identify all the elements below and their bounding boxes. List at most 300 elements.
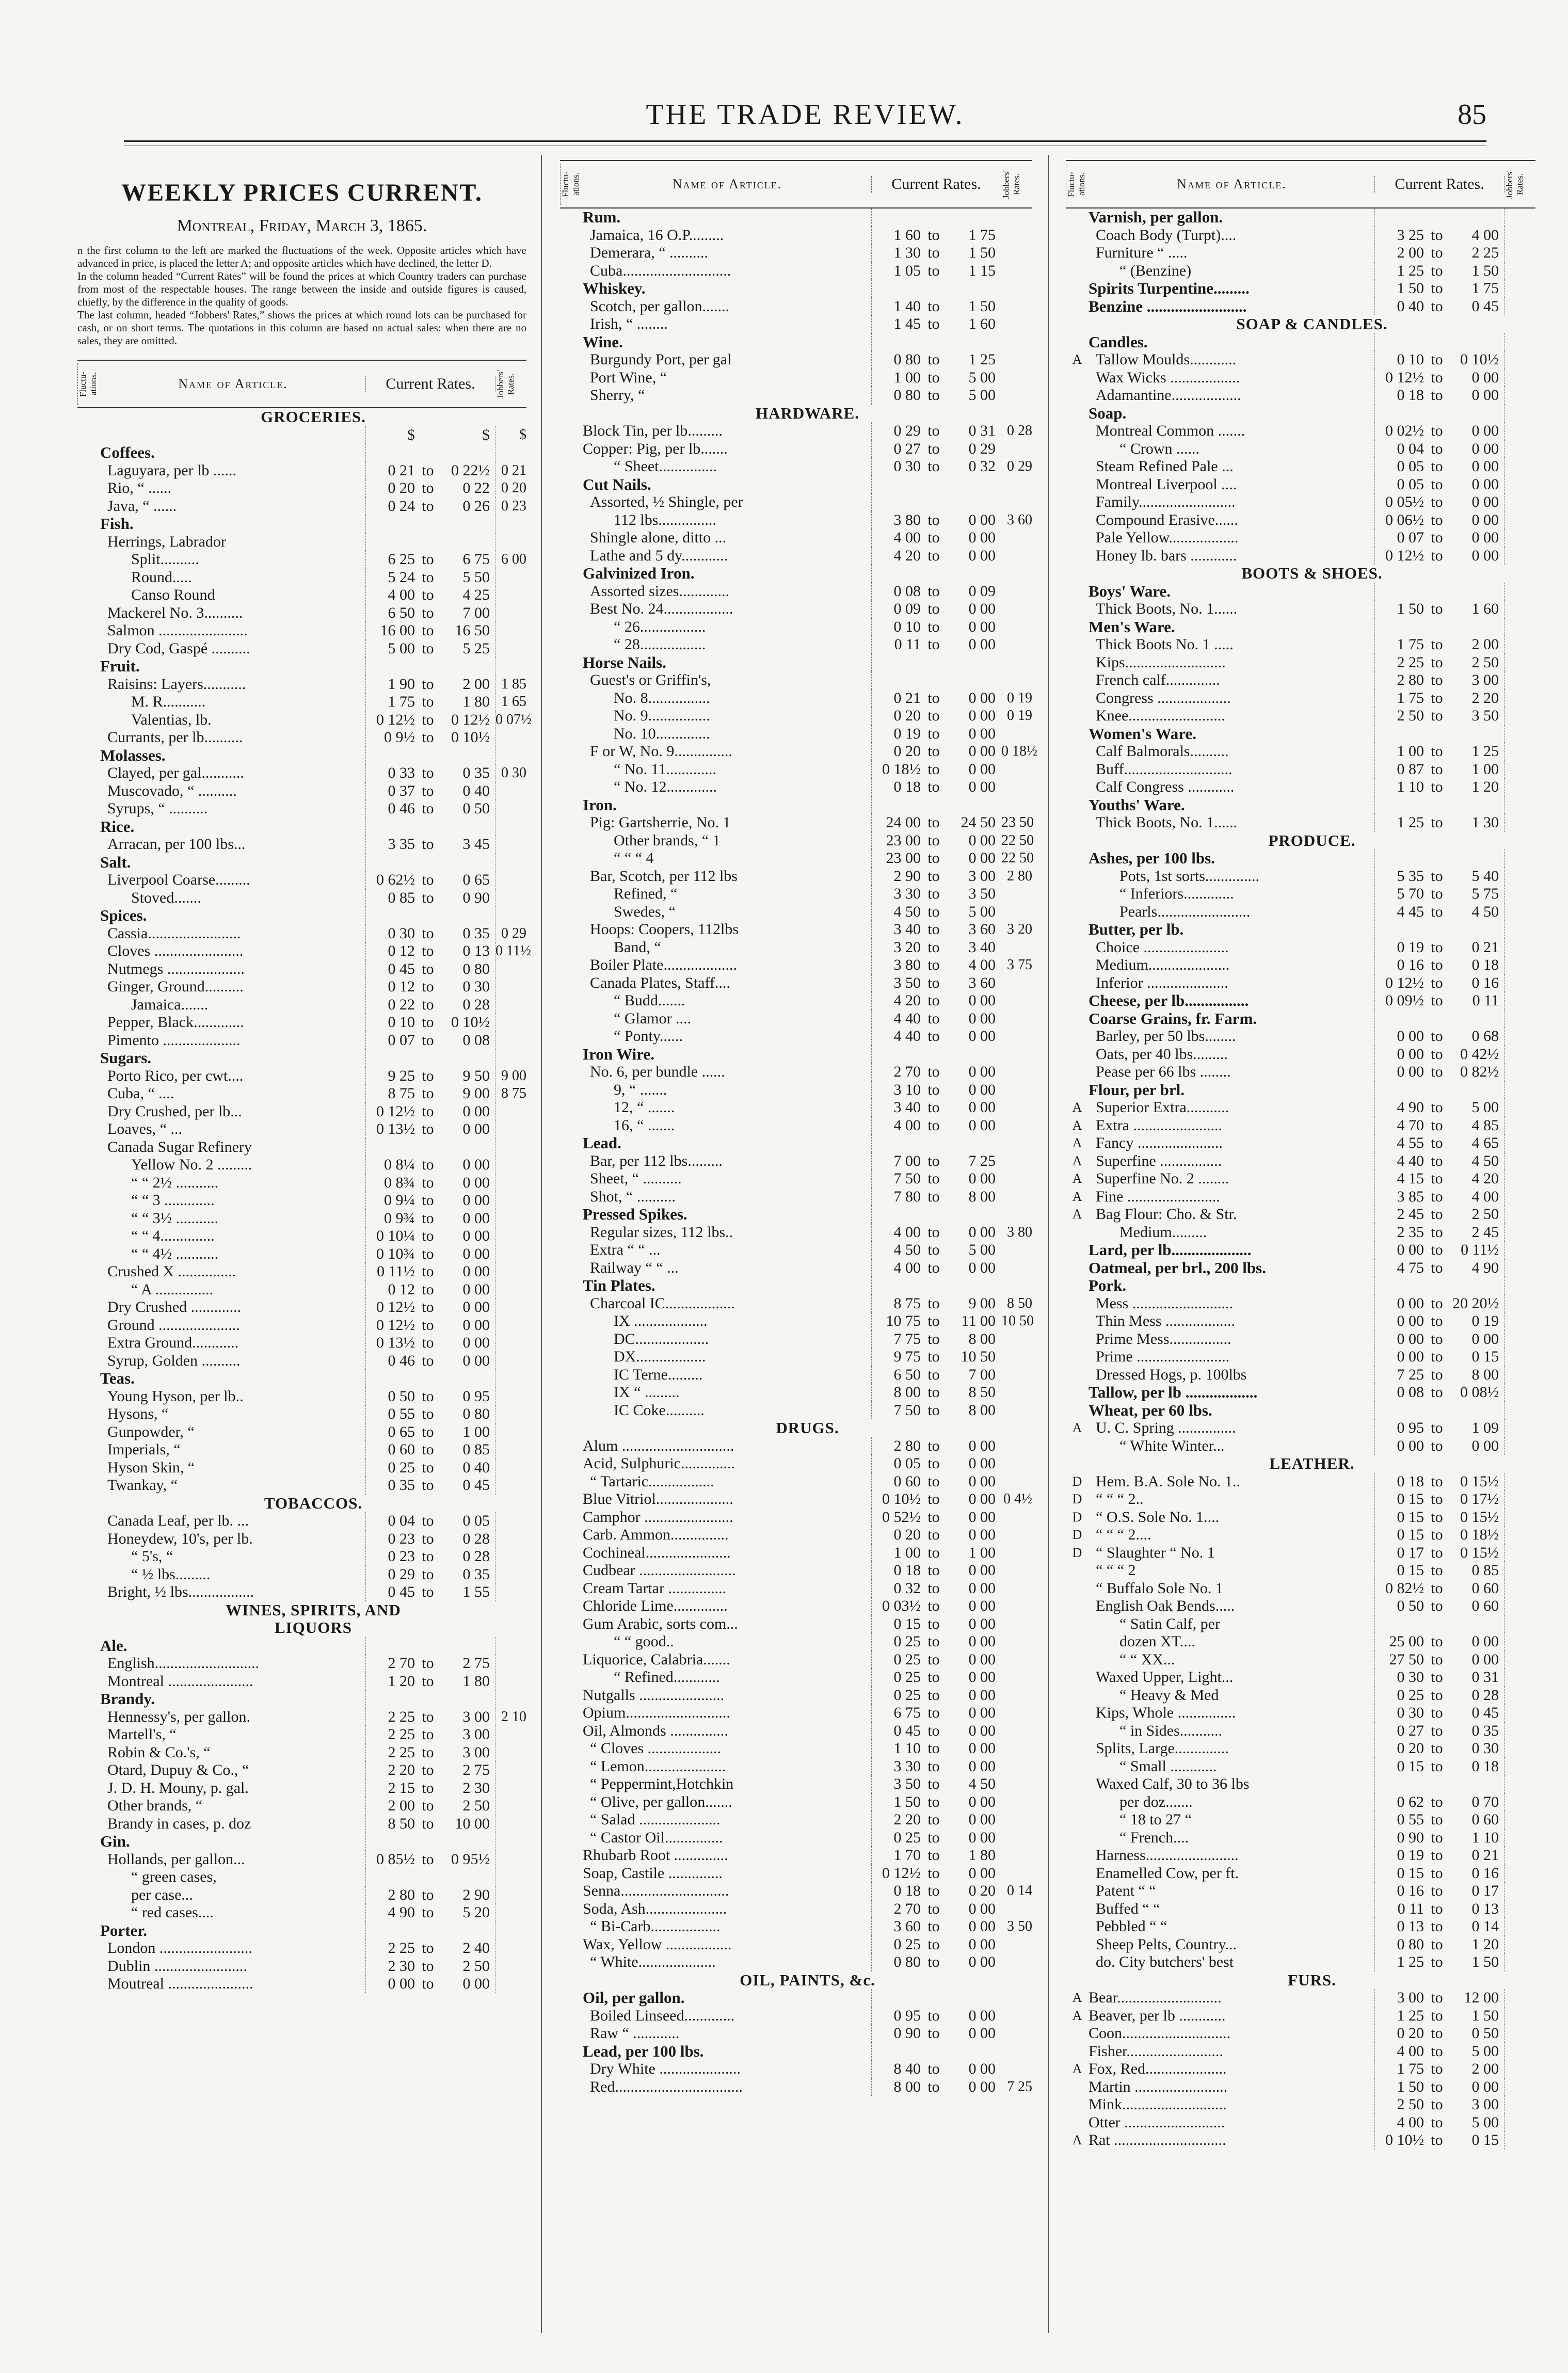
rate-low: 0 19: [1397, 938, 1424, 956]
rate-low: 0 9¾: [384, 1209, 415, 1227]
rate-low: 2 25: [388, 1708, 415, 1725]
jobbers-rate: [1505, 1509, 1535, 1527]
fluctuation-mark: [560, 1152, 583, 1171]
rate-low: 0 30: [1397, 1669, 1424, 1686]
rate-low: 5 24: [388, 568, 415, 586]
jobbers-rate: [1001, 583, 1032, 601]
jobbers-rate: [1505, 1669, 1535, 1687]
jobbers-rate: [1001, 1526, 1032, 1544]
rate-low: 0 11: [1397, 1900, 1424, 1917]
article-name: Sugars.: [100, 1049, 152, 1067]
rate-low: 4 00: [893, 1259, 921, 1276]
rate-low: 0 13½: [376, 1334, 415, 1351]
rate-to: to: [422, 639, 434, 657]
article-name: Fancy ......................: [1096, 1134, 1223, 1151]
current-rates: [1374, 262, 1505, 280]
current-rates: [871, 1509, 1001, 1527]
current-rates: [871, 298, 1001, 316]
article-name: No. 6, per bundle ......: [590, 1063, 725, 1080]
fluctuation-mark: [1066, 1918, 1089, 1936]
rate-low: 4 40: [893, 1028, 921, 1045]
article-name: Family.........................: [1096, 493, 1236, 510]
rate-to: to: [927, 1009, 940, 1027]
price-row: [77, 533, 526, 551]
price-row: [1066, 1348, 1535, 1366]
current-rates: [871, 992, 1001, 1010]
jobbers-rate: [1001, 1366, 1032, 1384]
rate-high: 5 75: [1471, 885, 1499, 902]
rate-to: to: [927, 1811, 940, 1828]
current-rates: [365, 1370, 495, 1388]
category-row: [560, 654, 1032, 672]
rate-to: to: [422, 1957, 434, 1975]
fluctuation-mark: [77, 800, 100, 818]
price-row: [560, 298, 1032, 316]
price-row: [77, 1067, 526, 1085]
jobbers-rate: 0 19: [1007, 690, 1032, 706]
rate-to: to: [1431, 475, 1443, 493]
jobbers-rate: [1505, 1580, 1535, 1598]
rate-low: 0 18½: [882, 760, 921, 778]
jobbers-rate: 0 23: [501, 498, 526, 514]
price-row: [77, 800, 526, 818]
rate-to: to: [1431, 547, 1443, 564]
rate-high: [1450, 849, 1499, 868]
current-rates: [871, 422, 1001, 440]
category-row: [77, 1922, 526, 1940]
price-row: [560, 1437, 1032, 1455]
fluctuation-mark: [560, 476, 583, 494]
category-row: [1066, 209, 1535, 227]
jobbers-rate: [495, 1032, 526, 1050]
rate-high: 1 55: [462, 1583, 490, 1600]
rate-to: to: [1431, 636, 1443, 653]
price-row: [1066, 1597, 1535, 1615]
rate-high: [441, 515, 490, 533]
rate-high: [441, 1868, 490, 1886]
rate-high: 1 00: [968, 1544, 996, 1561]
current-rates: [365, 1673, 495, 1691]
jobbers-rate: [1001, 333, 1032, 351]
article-name: Jamaica, 16 O.P.........: [590, 226, 724, 244]
fluctuation-mark: D: [1072, 1473, 1082, 1489]
price-row: [560, 1793, 1032, 1811]
fluctuation-mark: [1066, 422, 1089, 440]
article-name: Spices.: [100, 907, 147, 924]
jobbers-rate: [1505, 493, 1535, 511]
rate-low: 3 60: [893, 1918, 921, 1935]
rate-to: to: [422, 1387, 434, 1405]
rate-low: 1 40: [893, 297, 921, 315]
article-name: Wheat, per 60 lbs.: [1089, 1401, 1212, 1419]
rate-to: to: [927, 351, 940, 368]
rate-low: 0 18: [893, 778, 921, 795]
rate-low: 1 50: [1397, 280, 1424, 297]
rate-high: 0 32: [968, 458, 996, 475]
rate-low: 1 05: [893, 262, 921, 279]
rate-low: 0 25: [893, 1829, 921, 1846]
jobbers-rate: 22 50: [1001, 850, 1034, 866]
fluctuation-mark: [560, 1597, 583, 1615]
price-row: [560, 921, 1032, 939]
rate-low: 0 08: [893, 582, 921, 600]
current-rates: [871, 849, 1001, 868]
current-rates: [871, 974, 1001, 992]
rate-high: [1450, 1775, 1499, 1793]
price-row: [77, 1530, 526, 1548]
category-row: [1066, 796, 1535, 814]
fluctuation-mark: [1066, 796, 1089, 814]
rate-high: 0 16: [1471, 974, 1499, 991]
rate-low: 0 18: [893, 1882, 921, 1899]
price-row: [77, 782, 526, 800]
article-name: Kips..........................: [1096, 653, 1226, 671]
price-row: [77, 1192, 526, 1210]
jobbers-rate: [1505, 1330, 1535, 1349]
rate-high: 2 30: [462, 1779, 490, 1797]
price-row: [1066, 1063, 1535, 1081]
rate-high: 0 00: [1471, 458, 1499, 475]
current-rates: [365, 1388, 495, 1406]
rate-high: 0 00: [968, 618, 996, 635]
rate-low: 0 8¼: [384, 1156, 415, 1173]
article-name: Montreal Liverpool ....: [1096, 475, 1237, 493]
jobbers-rate: 8 75: [501, 1085, 526, 1101]
rate-high: 0 85: [462, 1441, 490, 1458]
fluctuation-mark: [77, 889, 100, 907]
article-name: Martell's, “: [107, 1726, 177, 1743]
rate-low: 1 60: [893, 226, 921, 244]
price-row: [77, 1174, 526, 1192]
rate-to: to: [422, 729, 434, 746]
jobbers-rate: [1505, 636, 1535, 654]
rate-to: to: [927, 1615, 940, 1632]
rate-high: 1 25: [968, 351, 996, 368]
rate-to: to: [1431, 1152, 1443, 1169]
fluctuation-mark: [560, 1224, 583, 1242]
article-name: per case...: [131, 1886, 193, 1903]
rate-low: 4 90: [388, 1904, 415, 1921]
rate-low: 0 10¾: [376, 1245, 415, 1262]
fluctuation-mark: [1066, 583, 1089, 601]
rate-low: 0 12½: [376, 1298, 415, 1316]
article-name: Senna............................: [583, 1882, 729, 1899]
rate-low: 0 20: [1397, 2025, 1424, 2042]
rate-to: to: [927, 529, 940, 546]
current-rates: [365, 871, 495, 889]
rate-low: 0 21: [893, 689, 921, 707]
rate-to: to: [422, 586, 434, 603]
rate-low: 0 12½: [1385, 368, 1424, 386]
fluctuation-mark: A: [1072, 1135, 1082, 1150]
fluctuation-mark: [77, 1726, 100, 1744]
rate-to: to: [422, 1227, 434, 1244]
fluctuation-mark: [1066, 387, 1089, 405]
price-row: [1066, 654, 1535, 672]
fluctuation-mark: [1066, 1882, 1089, 1900]
fluctuation-mark: A: [1072, 1117, 1082, 1133]
rate-to: to: [927, 2007, 940, 2024]
fluctuation-mark: [1066, 2043, 1089, 2061]
rate-low: 0 95: [893, 2007, 921, 2024]
rate-high: 24 50: [961, 814, 996, 831]
fluctuation-mark: [77, 1263, 100, 1281]
fluctuation-mark: [77, 1637, 100, 1655]
rate-to: to: [1431, 368, 1443, 386]
current-rates: [871, 1384, 1001, 1402]
current-rates: [1374, 1687, 1505, 1705]
category-row: [560, 1206, 1032, 1224]
jobbers-rate: [1505, 1758, 1535, 1776]
price-row: [77, 1139, 526, 1157]
current-rates: [871, 458, 1001, 476]
rate-low: 2 70: [893, 1900, 921, 1917]
jobbers-rate: [495, 1388, 526, 1406]
current-rates: [1374, 903, 1505, 921]
rate-low: 4 20: [893, 547, 921, 564]
rate-low: 5 70: [1397, 885, 1424, 902]
jobbers-rate: [1001, 369, 1032, 387]
price-row: [560, 493, 1032, 511]
current-rates: [871, 1704, 1001, 1722]
article-name: Youths' Ware.: [1089, 796, 1185, 814]
article-name: Beaver, per lb ............: [1089, 2007, 1226, 2024]
rate-low: 7 50: [893, 1401, 921, 1419]
article-name: Hyson Skin, “: [107, 1458, 195, 1476]
rate-high: 0 28: [462, 996, 490, 1013]
jobbers-rate: [1001, 1811, 1032, 1829]
article-name: “ No. 11.............: [614, 760, 716, 778]
fluctuation-mark: [1066, 565, 1089, 583]
fluctuation-mark: A: [1072, 1100, 1082, 1115]
current-rates: [1374, 1900, 1505, 1918]
current-rates: [1374, 511, 1505, 530]
jobbers-rate: [1505, 511, 1535, 530]
jobbers-rate: [1505, 280, 1535, 298]
fluctuation-mark: [560, 1882, 583, 1900]
rate-low: [366, 1922, 415, 1940]
article-name: Wine.: [583, 333, 623, 351]
fluctuation-mark: [560, 1330, 583, 1349]
rate-low: 4 40: [1397, 1152, 1424, 1169]
article-name: “ Peppermint,Hotchkin: [590, 1775, 734, 1792]
article-name: Tallow, per lb ..................: [1089, 1384, 1258, 1401]
rate-high: 5 25: [462, 639, 490, 657]
price-row: [560, 849, 1032, 868]
article-name: Currants, per lb..........: [107, 729, 243, 746]
rate-to: to: [422, 889, 434, 906]
fluctuation-mark: [77, 1477, 100, 1495]
rate-high: 9 50: [462, 1067, 490, 1084]
rate-low: 0 60: [893, 1472, 921, 1490]
jobbers-rate: [1505, 761, 1535, 779]
jobbers-rate: [1001, 1134, 1032, 1152]
rate-high: 0 00: [968, 992, 996, 1009]
fluctuation-mark: [1066, 690, 1089, 708]
rate-high: 0 00: [968, 1811, 996, 1828]
jobbers-rate: [1505, 707, 1535, 725]
rate-high: 0 00: [968, 600, 996, 617]
current-rates: [365, 1263, 495, 1281]
current-rates: [1374, 1793, 1505, 1811]
current-rates: [365, 551, 495, 569]
rate-low: 0 30: [1397, 1704, 1424, 1721]
rate-to: to: [422, 782, 434, 799]
rate-to: to: [1431, 689, 1443, 707]
rate-to: to: [927, 600, 940, 617]
current-rates: [871, 1936, 1001, 1954]
rate-high: 0 00: [968, 1472, 996, 1490]
rate-high: 0 00: [968, 1028, 996, 1045]
rate-to: to: [927, 1099, 940, 1116]
current-rates: [871, 796, 1001, 814]
article-name: Canada Sugar Refinery: [107, 1138, 252, 1156]
rate-low: [872, 280, 921, 298]
rate-low: 0 23: [388, 1530, 415, 1547]
current-rates: [1374, 1580, 1505, 1598]
current-rates: [1374, 529, 1505, 547]
article-name: “ A ...............: [131, 1280, 214, 1298]
current-rates: [871, 707, 1001, 725]
rate-high: 5 50: [462, 568, 490, 586]
price-row: [1066, 1206, 1535, 1224]
jobbers-rate: [495, 1441, 526, 1459]
current-rates: [365, 1690, 495, 1708]
rate-low: 0 80: [893, 1953, 921, 1970]
rate-to: to: [927, 511, 940, 528]
rate-to: to: [927, 1330, 940, 1348]
category-row: [1066, 1081, 1535, 1099]
rate-high: 0 11: [1472, 992, 1499, 1009]
rate-high: 1 50: [1471, 1953, 1499, 1970]
rate-low: [872, 209, 921, 227]
rate-to: to: [927, 2060, 940, 2077]
rate-high: 1 50: [1471, 2007, 1499, 2024]
rate-low: 0 9½: [384, 729, 415, 746]
rate-high: 0 00: [462, 1227, 490, 1244]
rate-to: to: [927, 1401, 940, 1419]
price-row: [1066, 1989, 1535, 2007]
price-row: [1066, 1758, 1535, 1776]
current-rates: [365, 764, 495, 782]
rate-low: [366, 515, 415, 533]
jobbers-rate: [1505, 262, 1535, 280]
rate-low: [872, 493, 921, 511]
rate-to: to: [1431, 1740, 1443, 1757]
jobbers-rate: [1001, 1384, 1032, 1402]
price-row: [560, 2025, 1032, 2043]
rate-to: to: [927, 1490, 940, 1508]
current-rates: [871, 778, 1001, 796]
rate-low: 0 12½: [882, 1864, 921, 1882]
price-list: [1066, 209, 1535, 2150]
rate-high: 0 00: [462, 1245, 490, 1262]
rate-to: to: [422, 871, 434, 888]
fluctuation-mark: [1066, 1384, 1089, 1402]
jobbers-rate: [1001, 1046, 1032, 1064]
rate-to: [415, 907, 441, 925]
rate-to: to: [1431, 297, 1443, 315]
rate-low: 1 30: [893, 244, 921, 261]
category-row: [1066, 405, 1535, 423]
current-rates: [1374, 1419, 1505, 1437]
jobbers-rate: [495, 1263, 526, 1281]
price-row: [560, 1722, 1032, 1740]
rate-low: 0 16: [1397, 1882, 1424, 1899]
article-name: Java, “ ......: [107, 497, 177, 515]
fluctuation-mark: [77, 1388, 100, 1406]
fluctuation-mark: [560, 939, 583, 957]
price-row: [1066, 2131, 1535, 2150]
column-divider: [1048, 155, 1049, 2333]
article-name: Raisins: Layers...........: [107, 675, 246, 693]
rate-low: [872, 1206, 921, 1224]
price-row: [1066, 1170, 1535, 1188]
rate-low: 0 04: [1397, 440, 1424, 457]
rate-high: [441, 1637, 490, 1655]
rate-low: 24 00: [886, 814, 921, 831]
article-name: Chloride Lime..............: [583, 1597, 728, 1614]
article-name: French calf..............: [1096, 671, 1220, 688]
rate-low: 0 19: [1397, 1847, 1424, 1864]
article-name: Thick Boots, No. 1......: [1096, 814, 1238, 831]
rate-high: 1 80: [462, 1672, 490, 1690]
article-name: No. 8................: [614, 689, 710, 707]
rate-high: 0 00: [968, 1508, 996, 1526]
fluctuation-mark: [560, 1384, 583, 1402]
rate-to: to: [1431, 1757, 1443, 1775]
rate-to: [1424, 1615, 1450, 1633]
fluctuation-mark: [560, 1953, 583, 1971]
article-name: Brandy.: [100, 1690, 155, 1708]
rate-high: 0 00: [968, 1633, 996, 1650]
rate-high: [1450, 333, 1499, 351]
price-row: [77, 1334, 526, 1352]
jobbers-rate: [1505, 1081, 1535, 1099]
jobbers-rate: [1001, 227, 1032, 245]
price-row: [1066, 2025, 1535, 2043]
jobbers-rate: [1505, 1829, 1535, 1847]
jobbers-rate: [1001, 2007, 1032, 2025]
rate-high: 0 00: [968, 1063, 996, 1080]
price-row: [560, 1651, 1032, 1669]
section-heading-row: [1066, 832, 1535, 850]
current-rates: [1374, 600, 1505, 618]
article-name: Oats, per 40 lbs.........: [1096, 1045, 1228, 1063]
rate-low: 0 24: [388, 497, 415, 515]
jobbers-rate: [1505, 1366, 1535, 1384]
rate-high: 0 00: [1471, 529, 1499, 546]
rate-low: 0 62: [1397, 1793, 1424, 1810]
article-name: “ Salad .....................: [590, 1811, 721, 1828]
jobbers-rate: [1505, 1188, 1535, 1206]
jobbers-rate: [1001, 1455, 1032, 1473]
category-row: [1066, 921, 1535, 939]
jobbers-rate: [1505, 1775, 1535, 1793]
fluctuation-mark: [77, 996, 100, 1014]
current-rates: [365, 1922, 495, 1940]
rate-high: 0 21: [1471, 1847, 1499, 1864]
rate-to: to: [1431, 529, 1443, 546]
price-row: [1066, 1865, 1535, 1883]
fluctuation-mark: [560, 1063, 583, 1081]
fluctuations-header: Fluctu-ations.: [560, 164, 583, 205]
rate-high: 0 00: [462, 1280, 490, 1298]
jobbers-rate: [1001, 1722, 1032, 1740]
rate-low: 0 11: [894, 636, 921, 653]
jobbers-rate: [495, 1726, 526, 1744]
current-rates: [365, 1975, 495, 1993]
